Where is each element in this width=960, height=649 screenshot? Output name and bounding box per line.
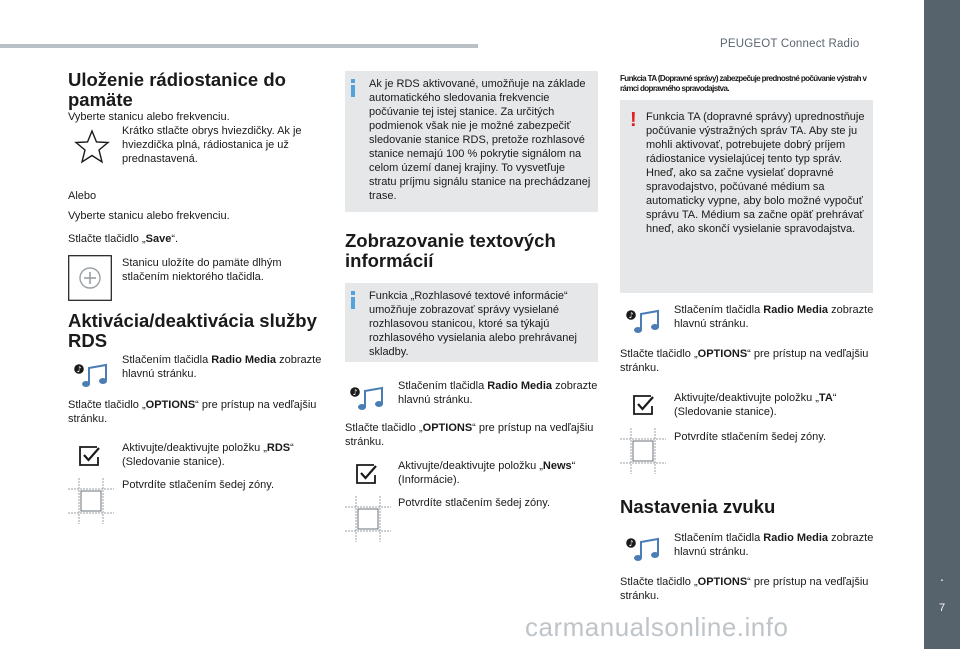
heading-rds: Aktivácia/deaktivácia služby RDS	[68, 310, 317, 351]
options-instruction: Stlačte tlačidlo „OPTIONS“ pre prístup na vedľajšiu stránku.	[620, 576, 869, 602]
checkbox-icon	[632, 393, 656, 417]
heading-sound-settings: Nastavenia zvuku	[620, 496, 776, 517]
radio-media-instruction: Stlačením tlačidla Radio Media zobrazte hlavnú stránku.	[398, 380, 598, 406]
radio-media-label: Radio Media	[763, 304, 829, 316]
music-note-icon	[74, 362, 112, 388]
news-label: News	[542, 460, 572, 472]
radio-media-label: Radio Media	[487, 380, 553, 392]
paragraph: Vyberte stanicu alebo frekvenciu.	[68, 210, 230, 222]
paragraph-or: Alebo	[68, 190, 97, 202]
page-number: 7	[938, 602, 946, 614]
page-header-title: PEUGEOT Connect Radio	[720, 38, 860, 50]
checkbox-icon	[78, 444, 102, 468]
svg-text:♪: ♪	[76, 365, 82, 374]
heading-text-info: Zobrazovanie textových informácií	[345, 230, 556, 271]
info-icon	[351, 291, 355, 309]
grey-zone-icon	[68, 478, 114, 524]
confirm-instruction: Potvrdíte stlačením šedej zóny.	[674, 431, 827, 443]
options-label: OPTIONS	[697, 348, 748, 360]
star-outline-icon	[72, 128, 112, 166]
plus-instruction: Stanicu uložíte do pamäte dlhým stlačením niektorého tlačidla.	[122, 257, 282, 283]
confirm-instruction: Potvrdíte stlačením šedej zóny.	[122, 479, 275, 491]
side-tab-dots: .	[940, 568, 944, 584]
warning-box-ta	[620, 100, 873, 293]
save-label: Save	[145, 233, 172, 245]
music-note-icon	[626, 308, 664, 334]
toggle-news-instruction: Aktivujte/deaktivujte položku „News“ (Informácie).	[398, 460, 576, 486]
press-save-instruction: Stlačte tlačidlo „Save“.	[68, 233, 179, 245]
ta-label: TA	[818, 392, 833, 404]
warning-ta-text: Funkcia TA (dopravné správy) uprednostňuje počúvanie výstražných správ TA. Aby ste ju mohli aktivovať, potrebujete dobrý príjem rádiostanice vysielajúcej tento typ správ. Hneď, ako sa začne vysielať dopravné spravodajstvo, počúvané médium sa automaticky vypne, aby bolo možné vypočuť správu TA. Médium sa začne opäť prehrávať hneď, ako skončí vysielanie spravodajstva.	[646, 111, 865, 235]
svg-text:♪: ♪	[628, 539, 634, 548]
svg-text:♪: ♪	[628, 311, 634, 320]
options-instruction: Stlačte tlačidlo „OPTIONS“ pre prístup na vedľajšiu stránku.	[345, 422, 594, 448]
info-box-text	[345, 283, 598, 362]
toggle-rds-instruction: Aktivujte/deaktivujte položku „RDS“ (Sledovanie stanice).	[122, 442, 294, 468]
radio-media-label: Radio Media	[211, 354, 277, 366]
warning-icon: !	[630, 109, 637, 131]
ta-summary-heading: Funkcia TA (Dopravné správy) zabezpečuje prednostné počúvanie výstrah v rámci dopravného spravodajstva.	[620, 74, 867, 93]
info-rds-text: Ak je RDS aktivované, umožňuje na základe automatického sledovania frekvencie počúvanie tej istej stanice. Za určitých podmienok však nie je možné zabezpečiť sledovanie stanice RDS, pretože rozhlasové stanice nemajú 100 % pokrytie signálom na celom území danej krajiny. To vysvetľuje stratu príjmu signálu stanice na prechádzanej trase.	[369, 78, 591, 202]
options-label: OPTIONS	[697, 576, 748, 588]
music-note-icon	[626, 536, 664, 562]
info-icon	[351, 79, 355, 97]
info-box-rds	[345, 71, 598, 212]
radio-media-label: Radio Media	[763, 532, 829, 544]
paragraph: Vyberte stanicu alebo frekvenciu.	[68, 111, 230, 123]
radio-media-instruction: Stlačením tlačidla Radio Media zobrazte hlavnú stránku.	[674, 532, 874, 558]
header-rule	[0, 44, 478, 48]
options-instruction: Stlačte tlačidlo „OPTIONS“ pre prístup na vedľajšiu stránku.	[68, 399, 317, 425]
watermark: carmanualsonline.info	[525, 612, 789, 642]
svg-text:♪: ♪	[352, 388, 358, 397]
options-instruction: Stlačte tlačidlo „OPTIONS“ pre prístup na vedľajšiu stránku.	[620, 348, 869, 374]
plus-button-icon	[68, 255, 112, 301]
grey-zone-icon	[620, 428, 666, 474]
checkbox-icon	[355, 462, 379, 486]
star-instruction: Krátko stlačte obrys hviezdičky. Ak je hviezdička plná, rádiostanica je už prednastavená.	[122, 125, 302, 165]
grey-zone-icon	[345, 496, 391, 542]
radio-media-instruction: Stlačením tlačidla Radio Media zobrazte hlavnú stránku.	[674, 304, 874, 330]
heading-save-station: Uloženie rádiostanice do pamäte	[68, 69, 286, 110]
rds-label: RDS	[266, 442, 291, 454]
music-note-icon	[350, 385, 388, 411]
options-label: OPTIONS	[145, 399, 196, 411]
toggle-ta-instruction: Aktivujte/deaktivujte položku „TA“ (Sledovanie stanice).	[674, 392, 837, 418]
info-text-text: Funkcia „Rozhlasové textové informácie“ umožňuje zobrazovať správy vysielané rozhlasovou stanicou, ktoré sa týkajú rozhlasového vysielania alebo prehrávanej skladby.	[369, 290, 577, 358]
side-tab	[924, 0, 960, 649]
options-label: OPTIONS	[422, 422, 473, 434]
radio-media-instruction: Stlačením tlačidla Radio Media zobrazte hlavnú stránku.	[122, 354, 322, 380]
confirm-instruction: Potvrdíte stlačením šedej zóny.	[398, 497, 551, 509]
